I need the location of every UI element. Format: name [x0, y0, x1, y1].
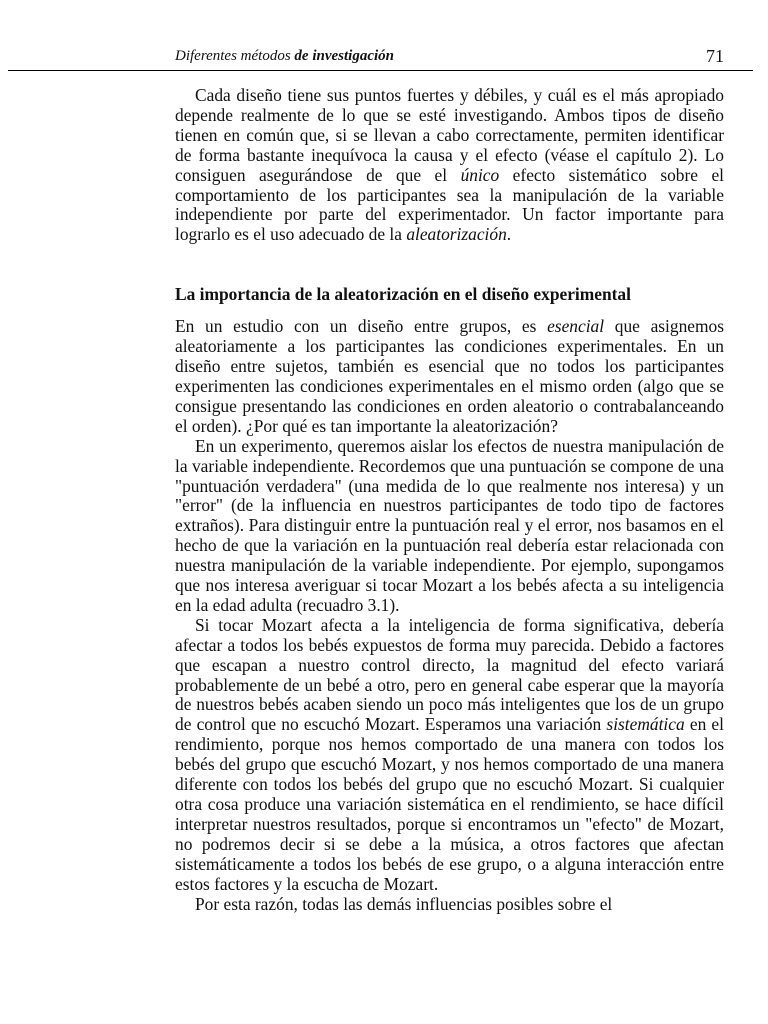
emphasis-esencial: esencial [547, 316, 605, 337]
page-number: 71 [706, 46, 724, 66]
paragraph-4-text-a: Si tocar Mozart afecta a la inteligencia de forma significativa, debería afectar a todos los bebés expuestos de forma muy parecida. Debido a factores que escapan a nuestro control directo, la magnitud del efecto variará probablemente de un bebé a otro, pero en general cabe esperar que la mayoría de nuestros bebés acaben siendo un poco más inteligentes que los de un grupo de control que no escuchó Mozart. Esperamos una variación [175, 614, 724, 735]
paragraph-1 [175, 86, 724, 245]
running-header-bold: de investigación [294, 48, 394, 64]
running-header-title [175, 48, 394, 65]
paragraph-2-text-a: En un estudio con un diseño entre grupos, es [175, 316, 548, 337]
section-heading: La importancia de la aleatorización en el diseño experimental [175, 284, 631, 305]
paragraph-2-text-b: que asignemos aleatoriamente a los participantes las condiciones experimentales. En un diseño entre sujetos, también es esencial que no todos los participantes experimenten las condiciones experimentales en el mismo orden (algo que se consigue presentando las condiciones en orden aleatorio o contrabalanceando el orden). ¿Por qué es tan importante la aleatorización? [175, 316, 724, 436]
paragraph-1-text-a: Cada diseño tiene sus puntos fuertes y débiles, y cuál es el más apropiado depende realmente de lo que se esté investigando. Ambos tipos de diseño tienen en común que, si se llevan a cabo correctamente, permiten identificar de forma bastante inequívoca la causa y el efecto (véase el capítulo 2). Lo consiguen asegurándose de que el [175, 85, 724, 185]
paragraph-5: Por esta razón, todas las demás influencias posibles sobre el [195, 893, 613, 914]
emphasis-aleatorizacion: aleatorización [406, 224, 507, 245]
paragraph-1-text-c: . [506, 224, 512, 245]
running-header-prefix: Diferentes métodos [175, 48, 295, 64]
paragraph-4-text-b: en el rendimiento, porque nos hemos comportado de una manera con todos los bebés del grupo que escuchó Mozart, y nos hemos comportado de una manera diferente con todos los bebés del grupo que no escuchó Mozart. Si cualquier otra cosa produce una variación sistemática en el rendimiento, se hace difícil interpretar nuestros resultados, porque si encontramos un "efecto" de Mozart, no podremos decir si se debe a la música, a otros factores que afectan sistemáticamente a todos los bebés de ese grupo, o a alguna interacción entre estos factores y la escucha de Mozart. [175, 714, 724, 894]
emphasis-unico: único [460, 164, 500, 185]
paragraph-2 [175, 317, 724, 436]
emphasis-sistematica: sistemática [606, 714, 685, 735]
paragraph-3: En un experimento, queremos aislar los efectos de nuestra manipulación de la variable independiente. Recordemos que una puntuación se compone de una "puntuación verdadera" (una medida de lo que realmente nos interesa) y un "error" (de la influencia en nuestros participantes de todo tipo de factores extraños). Para distinguir entre la puntuación real y el error, nos basamos en el hecho de que la variación en la puntuación real debería estar relacionada con nuestra manipulación de la variable independiente. Por ejemplo, supongamos que nos interesa averiguar si tocar Mozart a los bebés afecta a su inteligencia en la edad adulta (recuadro 3.1). [175, 435, 724, 615]
page-body [175, 86, 724, 914]
paragraph-1-text-b: efecto sistemático sobre el comportamiento de los participantes sea la manipulación de la variable independiente por parte del experimentador. Un factor importante para lograrlo es el uso adecuado de la [175, 164, 724, 245]
spacer [175, 245, 724, 284]
paragraph-4 [175, 616, 724, 895]
header-rule [8, 70, 753, 71]
